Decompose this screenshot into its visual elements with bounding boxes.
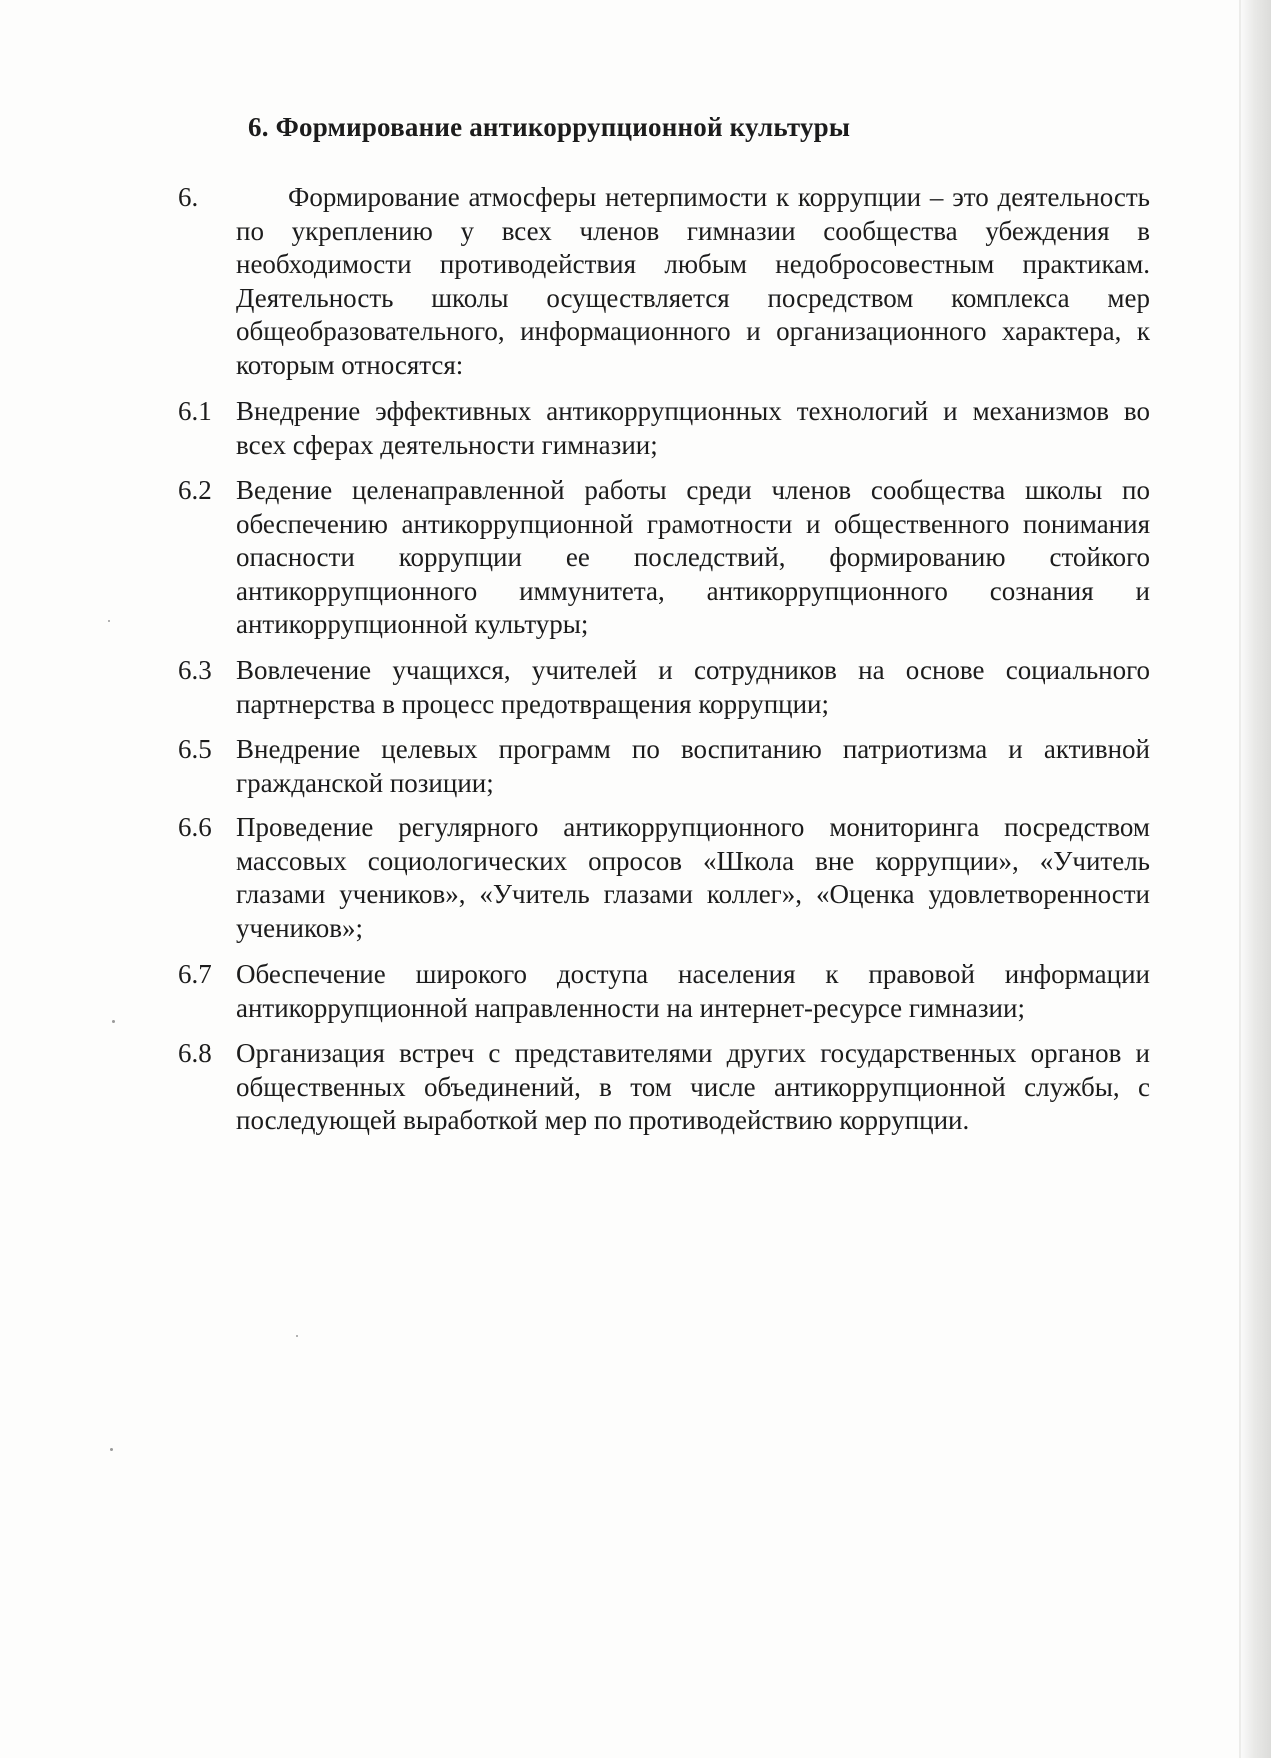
paragraph-text: Формирование атмосферы нетерпимости к коррупции – это деятельность по укреплению у всех членов гимназии сообщества убеждения в необходимости противодействия любым недобросовестным практикам. Деятельность школы осуществляется посредством комплекса мер общеобразовательного, информационного и организационного характера, к которым относятся: [236, 182, 1150, 380]
paragraph-text: Внедрение эффективных антикоррупционных технологий и механизмов во всех сферах деятельности гимназии; [236, 396, 1150, 460]
scan-speck [296, 1335, 298, 1337]
paragraph-text: Обеспечение широкого доступа населения к правовой информации антикоррупционной направленности на интернет-ресурсе гимназии; [236, 959, 1150, 1023]
paragraph-6-7 [178, 958, 1150, 1025]
paragraph-number: 6.1 [178, 396, 212, 426]
paragraph-text: Вовлечение учащихся, учителей и сотрудников на основе социального партнерства в процесс предотвращения коррупции; [236, 655, 1150, 719]
paragraph-6-8 [178, 1037, 1150, 1138]
scan-speck [110, 1448, 113, 1451]
paragraph-6-3 [178, 654, 1150, 721]
scan-edge-shadow [1241, 0, 1271, 1758]
paragraph-6-5 [178, 733, 1150, 800]
paragraph-6-1 [178, 395, 1150, 462]
scan-speck [112, 1020, 115, 1023]
paragraph-number: 6.6 [178, 812, 212, 842]
section-title: 6. Формирование антикоррупционной культуры [248, 112, 851, 142]
scan-speck [108, 620, 110, 622]
paragraph-number: 6. [178, 182, 199, 212]
paragraph-text: Проведение регулярного антикоррупционного мониторинга посредством массовых социологических опросов «Школа вне коррупции», «Учитель глазами учеников», «Учитель глазами коллег», «Оценка удовлетворенности учеников»; [236, 812, 1150, 943]
paragraph-text: Внедрение целевых программ по воспитанию патриотизма и активной гражданской позиции; [236, 734, 1150, 798]
paragraph-text: Организация встреч с представителями других государственных органов и общественных объединений, в том числе антикоррупционной службы, с последующей выработкой мер по противодействию коррупции. [236, 1038, 1150, 1135]
paragraph-6 [178, 181, 1150, 382]
paragraph-6-6 [178, 811, 1150, 945]
paragraph-number: 6.8 [178, 1038, 212, 1068]
paragraph-number: 6.2 [178, 475, 212, 505]
paragraph-6-2 [178, 474, 1150, 642]
paragraph-number: 6.7 [178, 959, 212, 989]
paragraph-number: 6.3 [178, 655, 212, 685]
paragraph-number: 6.5 [178, 734, 212, 764]
paragraph-text: Ведение целенаправленной работы среди членов сообщества школы по обеспечению антикоррупционной грамотности и общественного понимания опасности коррупции ее последствий, формированию стойкого антикоррупционного иммунитета, антикоррупционного сознания и антикоррупционной культуры; [236, 475, 1150, 639]
